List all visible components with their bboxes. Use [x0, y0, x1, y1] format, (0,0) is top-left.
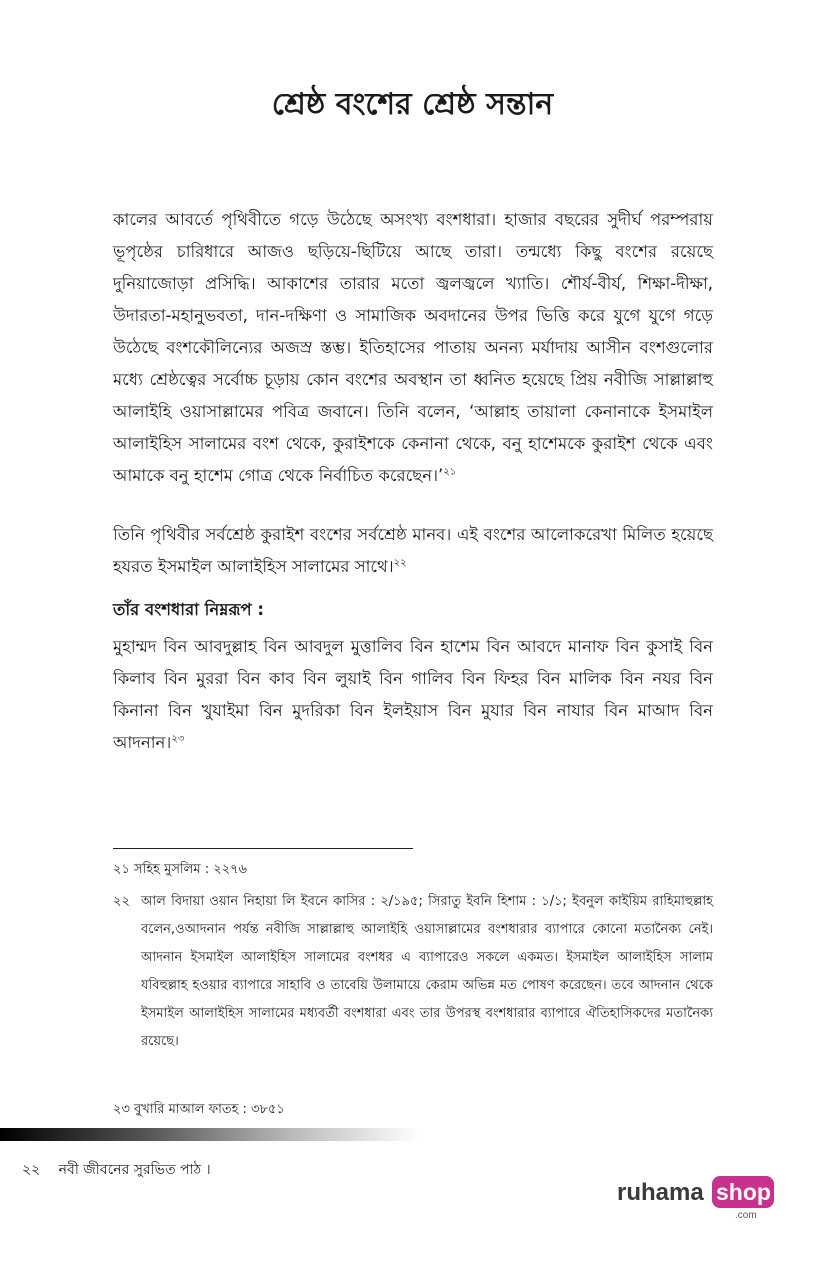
- page-title: শ্রেষ্ঠ বংশের শ্রেষ্ঠ সন্তান: [271, 87, 554, 122]
- footnote-ref-22[interactable]: ২২: [393, 557, 407, 569]
- footnote-text: সহিহ মুসলিম : ২২৭৬: [134, 862, 248, 877]
- intro-paragraph-text: কালের আবর্তে পৃথিবীতে গড়ে উঠেছে অসংখ্য বংশধারা। হাজার বছরের সুদীর্ঘ পরম্পরায় ভূপৃষ্ঠের চারিধারে আজও ছড়িয়ে-ছিটিয়ে আছে তারা। তন্মধ্যে কিছু বংশের রয়েছে দুনিয়াজোড়া প্রসিদ্ধি। আকাশের তারার মতো জ্বলজ্বলে খ্যাতি। শৌর্য-বীর্য, শিক্ষা-দীক্ষা, উদারতা-মহানুভবতা, দান-দক্ষিণা ও সামাজিক অবদানের উপর ভিত্তি করে যুগে যুগে গড়ে উঠেছে বংশকৌলিন্যের অজস্র স্তম্ভ। ইতিহাসের পাতায় অনন্য মর্যাদায় আসীন বংশগুলোর মধ্যে শ্রেষ্ঠত্বের সর্বোচ্চ চূড়ায় কোন বংশের অবস্থান তা ধ্বনিত হয়েছে প্রিয় নবীজি সাল্লাল্লাহু আলাইহি ওয়াসাল্লামের পবিত্র জবানে। তিনি বলেন, ‘আল্লাহ তায়ালা কেনানাকে ইসমাইল আলাইহিস সালামের বংশ থেকে, কুরাইশকে কেনানা থেকে, বনু হাশেমকে কুরাইশ থেকে এবং আমাকে বনু হাশেম গোত্র থেকে নির্বাচিত করেছেন।’: [113, 210, 713, 485]
- logo-shop-badge: [712, 1176, 774, 1208]
- lineage-heading: তাঁর বংশধারা নিম্নরূপ :: [113, 600, 264, 619]
- footnote-number: ২২: [113, 894, 130, 909]
- logo-text-ruhama: ruhama: [617, 1179, 704, 1206]
- page-footer: [22, 1158, 225, 1182]
- footnote-ref-21[interactable]: ২১: [443, 466, 457, 478]
- logo-domain: .com: [735, 1210, 757, 1221]
- footnote-number: ২৩: [113, 1102, 130, 1117]
- lineage-text: মুহাম্মদ বিন আবদুল্লাহ বিন আবদুল মুত্তালিব বিন হাশেম বিন আবদে মানাফ বিন কুসাই বিন কিলাব বিন মুররা বিন কাব বিন লুয়াই বিন গালিব বিন ফিহর বিন মালিক বিন নযর বিন কিনানা বিন খুযাইমা বিন মুদরিকা বিন ইলইয়াস বিন মুযার বিন নাযার বিন মাআদ বিন আদনান।: [113, 637, 713, 752]
- intro-paragraph: [113, 204, 713, 492]
- footnote-text: আল বিদায়া ওয়ান নিহায়া লি ইবনে কাসির : ২/১৯৫; সিরাতু ইবনি হিশাম : ১/১; ইবনুল কাইয়িম রাহিমাহুল্লাহ বলেন,ওআদনান পর্যন্ত নবীজি সাল্লাল্লাহু আলাইহি ওয়াসাল্লামের বংশধারার ব্যাপারে কোনো মতানৈক্য নেই। আদনান ইসমাইল আলাইহিস সালামের বংশধর এ ব্যাপারেও সকলে একমত। ইসমাইল আলাইহিস সালাম যবিহুল্লাহ হওয়ার ব্যাপারে সাহাবি ও তাবেয়ি উলামায়ে কেরাম অভিন্ন মত পোষণ করেছেন। তবে আদনান থেকে ইসমাইল আলাইহিস সালামের মধ্যবর্তী বংশধারা এবং তার উপরস্থ বংশধারার ব্যাপারে ঐতিহাসিকদের মতানৈক্য রয়েছে।: [141, 894, 713, 1049]
- lineage-intro-paragraph: [113, 519, 713, 583]
- footnote-23: [113, 1096, 713, 1124]
- lineage-intro-text: তিনি পৃথিবীর সর্বশ্রেষ্ঠ কুরাইশ বংশের সর্বশ্রেষ্ঠ মানব। এই বংশের আলোকরেখা মিলিত হয়েছে হযরত ইসমাইল আলাইহিস সালামের সাথে।: [113, 525, 713, 576]
- footer-gradient-bar: [0, 1128, 420, 1141]
- footnote-number: ২১: [113, 862, 130, 877]
- footnote-ref-23[interactable]: ২৩: [171, 733, 185, 745]
- ruhamashop-logo: [617, 1175, 777, 1225]
- footnote-divider: [113, 848, 413, 849]
- footnote-text: বুখারি মাআল ফাতহ : ৩৮৫১: [134, 1102, 285, 1117]
- lineage-paragraph: [113, 631, 713, 759]
- book-title: নবী জীবনের সুরভিত পাঠ ।: [58, 1162, 211, 1178]
- footnote-22: [113, 888, 713, 1056]
- page-number: ২২: [22, 1162, 41, 1178]
- logo-text-shop: shop: [716, 1179, 771, 1205]
- footnote-21: [113, 856, 713, 884]
